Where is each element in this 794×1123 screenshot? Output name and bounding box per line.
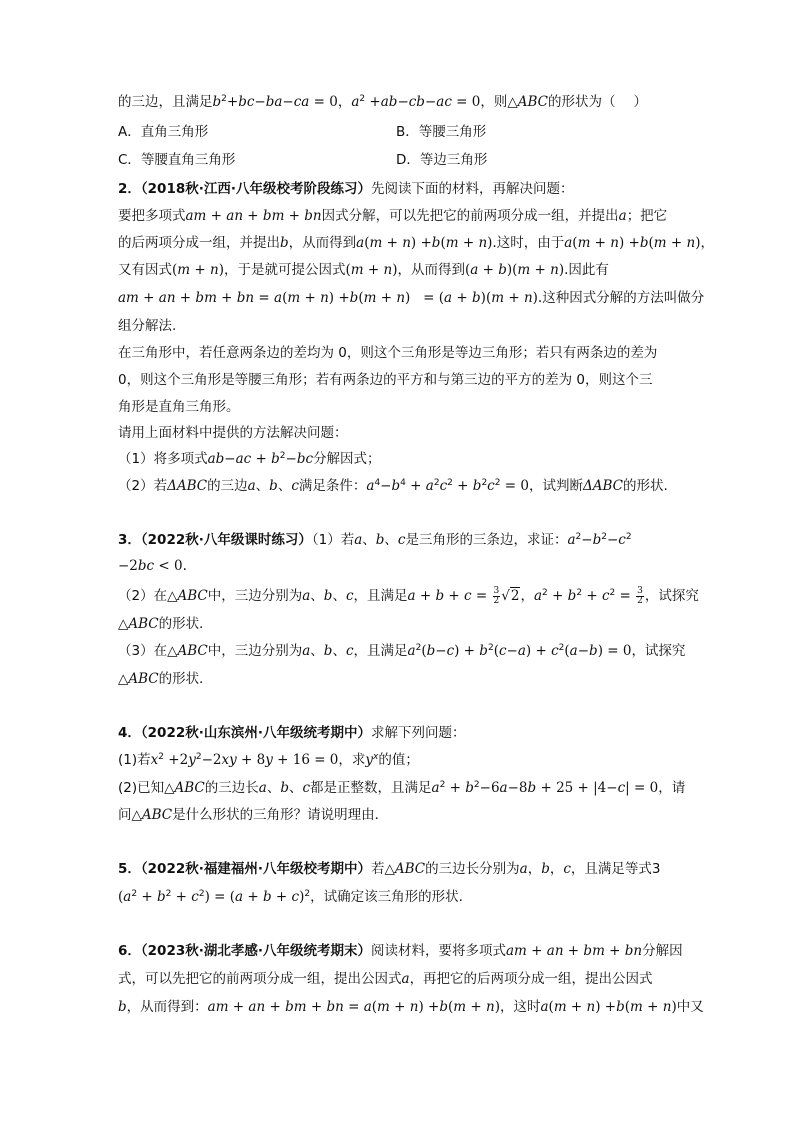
q3-part-2: （2）在△ABC中，三边分别为a、b、c，且满足a + b + c = $\frac{3}{2}$ √2，$a^2 + b^2 + c^2$ = $\frac{3}{2}$ ，试探究 [118, 585, 699, 606]
q4-header [118, 723, 466, 743]
option-label: B． [396, 124, 419, 140]
q3-part-1-cont: −2bc < 0. [118, 558, 187, 574]
text: 这时，由于 [496, 235, 565, 251]
text: 的三边长分别为 [425, 861, 520, 877]
text: ，再把它的后两项分成一组，提出公因式 [409, 971, 653, 987]
text: 分解因 [642, 943, 683, 959]
text: （2）若 [118, 478, 168, 494]
question-number: 3． [118, 532, 141, 548]
text: ，试判断 [528, 478, 583, 494]
text: ，试探究 [644, 588, 699, 604]
text: 中，三边分别为 [207, 643, 303, 659]
text: 因式分解，可以先把它的前两项分成一组，并提出 [321, 208, 619, 224]
q1-stem: 的三边，且满足$b^2+bc-ba-ca = 0$，$a^2 +ab-cb-ac = 0$，则△ABC的形状为（ ） [118, 94, 647, 110]
text: ，请 [658, 780, 686, 796]
text: ，于是就可提公因式 [223, 262, 346, 278]
text: 要把多项式 [118, 208, 186, 224]
text: 满足条件： [298, 478, 367, 494]
question-stem: 求解下列问题： [371, 725, 466, 741]
q2-part-1: （1）将多项式$ab-ac + b^2-bc$分解因式； [118, 451, 381, 467]
text: 的形状. [622, 478, 668, 494]
text: (1)若 [118, 752, 151, 768]
q2-line-6: 在三角形中，若任意两条边的差均为 0，则这个三角形是等边三角形；若只有两条边的差为 [118, 345, 658, 361]
text: ；把它 [626, 208, 668, 224]
option-b[interactable] [396, 122, 486, 142]
question-source: （2018秋·江西·八年级校考阶段练习） [140, 181, 371, 197]
text: 中，三边分别为 [207, 588, 303, 604]
q2-line-4: am + an + bm + bn = a(m + n) +b(m + n) = (a + b)(m + n).这种因式分解的方法叫做分 [118, 290, 705, 306]
text: ，试确定该三角形的形状. [310, 889, 463, 905]
text: ， [337, 94, 352, 110]
text: ，且满足 [353, 588, 408, 604]
question-number: 6． [118, 943, 141, 959]
text: (2)已知 [118, 780, 165, 796]
q3-part-3-cont: △ABC的形状． [118, 671, 213, 687]
option-text: 等腰直角三角形 [140, 152, 236, 168]
text: 的后两项分成一组，并提出 [118, 235, 280, 251]
text: 的三边 [207, 478, 248, 494]
q2-line-9: 请用上面材料中提供的方法解决问题： [118, 425, 348, 441]
text: 的形状为（ [548, 94, 616, 110]
q2-header [118, 179, 574, 199]
q4-part-2-cont: 问△ABC是什么形状的三角形？请说明理由． [118, 807, 389, 823]
option-a[interactable] [118, 122, 208, 142]
option-label: D． [396, 152, 420, 168]
q2-line-2: 的后两项分成一组，并提出b，从而得到a(m + n) +b(m + n).这时，由于a(m + n) +b(m + n)， [118, 235, 714, 251]
option-c[interactable] [118, 150, 235, 170]
text: （2）在 [118, 588, 168, 604]
q2-part-2: （2）若ΔABC的三边a、b、c满足条件：$a^4-b^4 + a^2c^2 + b^2c^2 = 0$，试判断ΔABC的形状. [118, 478, 668, 494]
text: 问 [118, 807, 132, 823]
question-source: （2023秋·湖北孝感·八年级统考期末） [140, 943, 371, 959]
q3-part-2-cont: △ABC的形状． [118, 616, 213, 632]
text: ，试探究 [631, 643, 686, 659]
text: 都是正整数，且满足 [310, 780, 432, 796]
q2-line-1: 要把多项式am + an + bm + bn因式分解，可以先把它的前两项分成一组，并提出a；把它 [118, 208, 668, 224]
text: ，从而得到 [397, 262, 465, 278]
option-d[interactable] [396, 150, 487, 170]
text: 这种因式分解的方法叫做分 [542, 290, 705, 306]
text: 是三角形的三条边，求证： [405, 532, 568, 548]
text: ，且满足等式3 [570, 861, 661, 877]
text: 因此有 [568, 262, 609, 278]
text: 的值； [378, 752, 419, 768]
text: 中又 [676, 999, 704, 1015]
text: （1）将多项式 [118, 451, 208, 467]
question-number: 4． [118, 725, 141, 741]
text: 若 [371, 861, 385, 877]
text: ，这时 [499, 999, 541, 1015]
q3-part-3: （3）在△ABC中，三边分别为a、b、c，且满足$a^2(b-c) + b^2(c-a) + c^2(a-b) = 0$，试探究 [118, 643, 686, 659]
option-label: C． [118, 152, 141, 168]
text: ， [700, 235, 714, 251]
text: ，求 [338, 752, 366, 768]
q2-line-8: 角形是直角三角形。 [118, 399, 240, 415]
question-number: 2． [118, 181, 141, 197]
text: ，从而得到： [126, 999, 208, 1015]
option-label: A． [118, 124, 141, 140]
q6-line-1: 6．（2023秋·湖北孝感·八年级统考期末）阅读材料，要将多项式am + an + bm + bn分解因 [118, 943, 683, 959]
q4-part-2: (2)已知△ABC的三边长a、b、c都是正整数，且满足$a^2 + b^2-6a-8b + 25 + |4-c| = 0$，请 [118, 780, 686, 796]
text: 阅读材料，要将多项式 [371, 943, 506, 959]
question-source: （2022秋·福建福州·八年级校考期中） [140, 861, 371, 877]
option-text: 等边三角形 [419, 152, 488, 168]
text: ，且满足 [353, 643, 408, 659]
text: 又有因式 [118, 262, 172, 278]
text: 的形状． [158, 616, 213, 632]
option-text: 直角三角形 [140, 124, 209, 140]
question-number: 5． [118, 861, 141, 877]
q6-line-2: 式，可以先把它的前两项分成一组，提出公因式a，再把它的后两项分成一组，提出公因式 [118, 971, 653, 987]
q3-part-1: 3．（2022秋·八年级课时练习）（1）若a、b、c是三角形的三条边，求证：$a^2-b^2-c^2$ [118, 532, 632, 548]
text: 的三边，且满足 [118, 94, 213, 110]
text: ，则 [480, 94, 508, 110]
text: 的形状． [158, 671, 213, 687]
q2-line-5: 组分解法. [118, 318, 177, 334]
option-text: 等腰三角形 [418, 124, 487, 140]
text: 式，可以先把它的前两项分成一组，提出公因式 [118, 971, 402, 987]
text: 分解因式； [313, 451, 381, 467]
q5-line-1: 5．（2022秋·福建福州·八年级校考期中）若△ABC的三边长分别为a，b，c，且满足等式3 [118, 861, 661, 877]
text: （1）若 [311, 532, 355, 548]
text: ） [633, 94, 647, 110]
text: 的三边长 [204, 780, 259, 796]
text: （3）在 [118, 643, 168, 659]
text: ，从而得到 [288, 235, 357, 251]
q4-part-1: (1)若$x^2 +2y^2-2xy + 8y + 16 = 0$，求$y^x$的值； [118, 752, 419, 768]
q5-line-2: $(a^2 + b^2 + c^2) = (a + b + c)^2$，试确定该三角形的形状. [118, 889, 463, 905]
q6-line-3: b，从而得到：am + an + bm + bn = a(m + n) +b(m + n)，这时a(m + n) +b(m + n)中又 [118, 999, 704, 1015]
question-source: （2022秋·山东滨州·八年级统考期中） [140, 725, 371, 741]
q2-line-7: 0，则这个三角形是等腰三角形；若有两条边的平方和与第三边的平方的差为 0，则这个三 [118, 372, 653, 388]
question-source: （2022秋·八年级课时练习） [140, 532, 312, 548]
question-stem: 先阅读下面的材料，再解决问题： [371, 181, 574, 197]
text: 是什么形状的三角形？请说明理由． [172, 807, 389, 823]
q2-line-3: 又有因式(m + n)，于是就可提公因式(m + n)，从而得到(a + b)(m + n).因此有 [118, 262, 609, 278]
